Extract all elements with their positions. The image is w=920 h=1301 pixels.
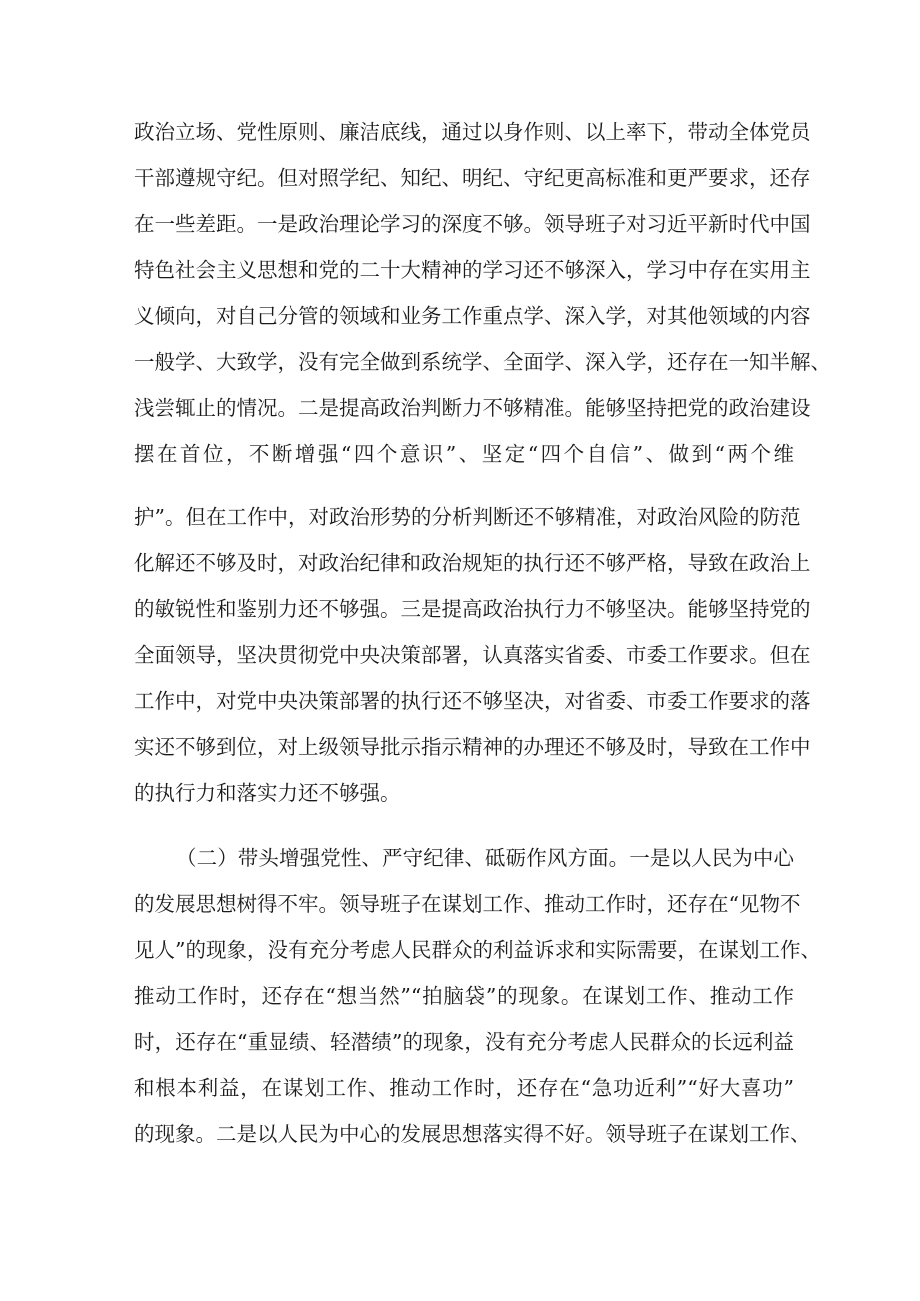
text-line: 浅尝辄止的情况。二是提高政治判断力不够精准。能够坚持把党的政治建设 <box>134 396 811 420</box>
text-line: 见人”的现象，没有充分考虑人民群众的利益诉求和实际需要，在谋划工作、 <box>134 938 821 962</box>
text-line: 特色社会主义思想和党的二十大精神的学习还不够深入，学习中存在实用主 <box>134 258 811 282</box>
text-line: 时，还存在“重显绩、轻潜绩”的现象，没有充分考虑人民群众的长远利益 <box>134 1030 794 1054</box>
text-line: 的现象。二是以人民为中心的发展思想落实得不好。领导班子在谋划工作、 <box>134 1122 811 1146</box>
text-line: 推动工作时，还存在“想当然”“拍脑袋”的现象。在谋划工作、推动工作 <box>134 984 794 1008</box>
text-line: （二）带头增强党性、严守纪律、砥砺作风方面。一是以人民为中心 <box>176 846 794 870</box>
text-line: 的发展思想树得不牢。领导班子在谋划工作、推动工作时，还存在“见物不 <box>134 892 801 916</box>
text-line: 干部遵规守纪。但对照学纪、知纪、明纪、守纪更高标准和更严要求，还存 <box>134 166 811 190</box>
text-line: 一般学、大致学，没有完全做到系统学、全面学、深入学，还存在一知半解、 <box>134 350 831 374</box>
text-line: 的执行力和落实力还不够强。 <box>134 781 401 805</box>
text-line: 的敏锐性和鉴别力还不够强。三是提高政治执行力不够坚决。能够坚持党的 <box>134 597 811 621</box>
text-line: 全面领导，坚决贯彻党中央决策部署，认真落实省委、市委工作要求。但在 <box>134 643 811 667</box>
text-line: 护”。但在工作中，对政治形势的分析判断还不够精准，对政治风险的防范 <box>134 505 801 529</box>
text-line: 政治立场、党性原则、廉洁底线，通过以身作则、以上率下，带动全体党员 <box>134 120 811 144</box>
text-line: 实还不够到位，对上级领导批示指示精神的办理还不够及时，导致在工作中 <box>134 735 811 759</box>
text-line: 义倾向，对自己分管的领域和业务工作重点学、深入学，对其他领域的内容 <box>134 304 811 328</box>
text-line: 和根本利益，在谋划工作、推动工作时，还存在“急功近利”“好大喜功” <box>134 1076 794 1100</box>
text-line: 工作中，对党中央决策部署的执行还不够坚决，对省委、市委工作要求的落 <box>134 689 811 713</box>
text-line: 在一些差距。一是政治理论学习的深度不够。领导班子对习近平新时代中国 <box>134 212 811 236</box>
text-line: 摆在首位，不断增强“四个意识”、坚定“四个自信”、做到“两个维 <box>134 442 794 466</box>
text-line: 化解还不够及时，对政治纪律和政治规矩的执行还不够严格，导致在政治上 <box>134 551 811 575</box>
